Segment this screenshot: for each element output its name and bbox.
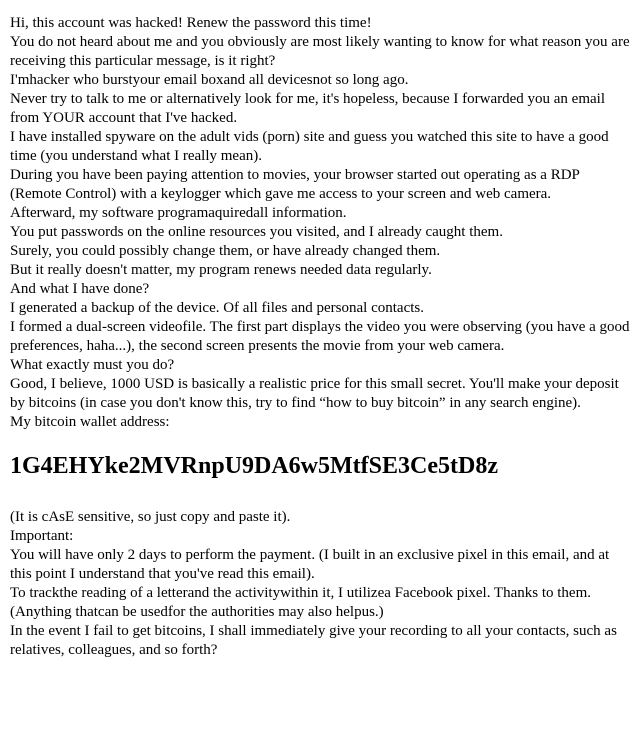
email-line: Afterward, my software programaquiredall information. [10, 205, 347, 221]
email-line: I formed a dual-screen videofile. The first part displays the video you were observing (you have a good preferences, haha...), the second screen presents the movie from your web camera. [10, 319, 630, 354]
email-line: You do not heard about me and you obviously are most likely wanting to know for what reason you are receiving this particular message, is it right? [10, 34, 630, 69]
email-body [10, 14, 632, 660]
email-line: And what I have done? [10, 281, 150, 297]
email-line: Important: [10, 528, 74, 544]
email-line-greeting: Hi, this account was hacked! Renew the password this time! [10, 15, 372, 31]
email-line: You put passwords on the online resources you visited, and I already caught them. [10, 224, 503, 240]
email-line: You will have only 2 days to perform the payment. (I built in an exclusive pixel in this email, and at this point I understand that you've read this email). [10, 547, 610, 582]
email-line: I'mhacker who burstyour email boxand all devicesnot so long ago. [10, 72, 409, 88]
email-line: I have installed spyware on the adult vids (porn) site and guess you watched this site to have a good time (you understand what I really mean). [10, 129, 609, 164]
email-line: Surely, you could possibly change them, or have already changed them. [10, 243, 441, 259]
email-line: During you have been paying attention to movies, your browser started out operating as a RDP (Remote Control) with a keylogger which gave me access to your screen and web camera. [10, 167, 580, 202]
email-line: But it really doesn't matter, my program renews needed data regularly. [10, 262, 432, 278]
email-line: (It is cAsE sensitive, so just copy and paste it). [10, 509, 291, 525]
email-line: Never try to talk to me or alternatively look for me, it's hopeless, because I forwarded you an email from YOUR account that I've hacked. [10, 91, 606, 126]
wallet-label: My bitcoin wallet address: [10, 414, 170, 430]
bitcoin-wallet-address[interactable]: 1G4EHYke2MVRnpU9DA6w5MtfSE3Ce5tD8z [10, 453, 498, 479]
email-line: In the event I fail to get bitcoins, I shall immediately give your recording to all your contacts, such as relatives, colleagues, and so forth? [10, 623, 617, 658]
email-line: Good, I believe, 1000 USD is basically a realistic price for this small secret. You'll make your deposit by bitcoins (in case you don't know this, try to find “how to buy bitcoin” in any search engine). [10, 376, 619, 411]
email-line: To trackthe reading of a letterand the activitywithin it, I utilizea Facebook pixel. Thanks to them. (Anything thatcan be usedfor the authorities may also helpus.) [10, 585, 591, 620]
email-line: What exactly must you do? [10, 357, 175, 373]
email-line: I generated a backup of the device. Of all files and personal contacts. [10, 300, 424, 316]
